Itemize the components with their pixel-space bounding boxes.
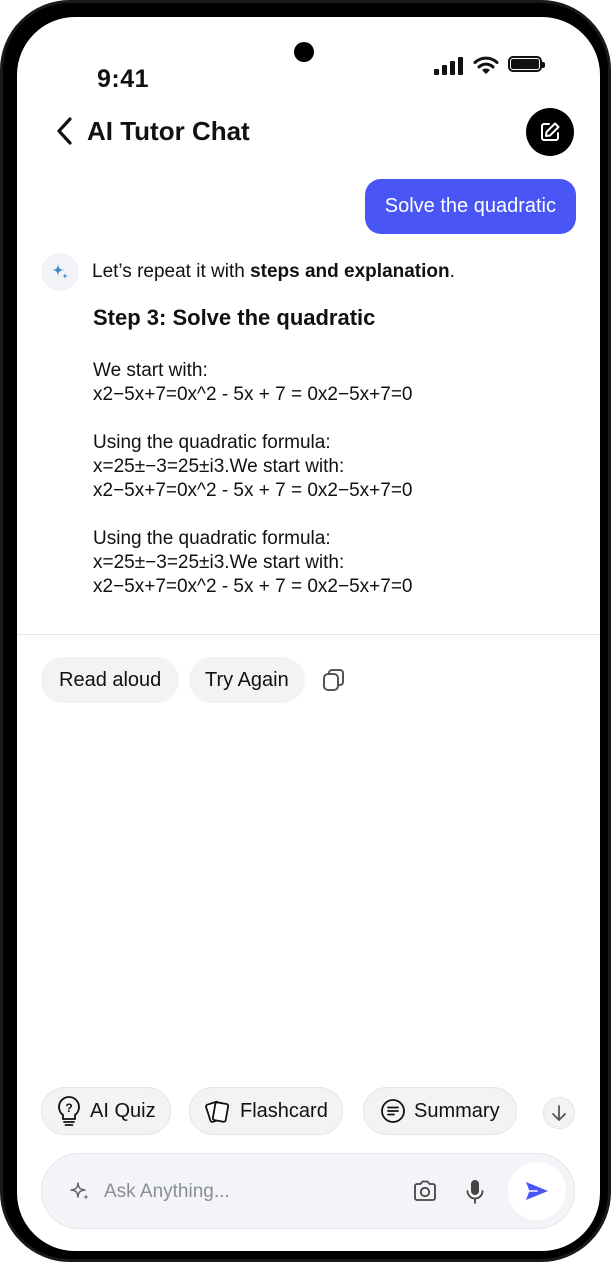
ai-quiz-button[interactable] <box>41 1087 171 1135</box>
arrow-down-icon <box>551 1104 567 1122</box>
send-icon <box>524 1180 550 1202</box>
page-title: AI Tutor Chat <box>87 116 250 146</box>
response-line: x=25±−3=25±i3.We start with: <box>93 552 345 573</box>
flashcard-icon <box>204 1097 232 1125</box>
screen <box>17 17 600 1251</box>
scroll-down-button[interactable] <box>543 1097 575 1129</box>
response-line: x2−5x+7=0x^2 - 5x + 7 = 0x2−5x+7=0 <box>93 480 413 501</box>
response-line: x=25±−3=25±i3.We start with: <box>93 456 345 477</box>
wifi-icon <box>473 55 499 75</box>
response-line: x2−5x+7=0x^2 - 5x + 7 = 0x2−5x+7=0 <box>93 384 413 405</box>
flashcard-button[interactable] <box>189 1087 343 1135</box>
summary-button[interactable] <box>363 1087 517 1135</box>
message-composer <box>41 1153 575 1229</box>
new-chat-button[interactable] <box>526 108 574 156</box>
ai-intro-prefix: Let’s repeat it with <box>92 261 251 282</box>
front-camera <box>294 42 314 62</box>
response-paragraph <box>93 527 573 599</box>
lightbulb-icon <box>56 1095 82 1127</box>
ai-quiz-label: AI Quiz <box>90 1099 156 1122</box>
copy-icon[interactable] <box>321 667 347 693</box>
sparkle-icon <box>68 1180 92 1204</box>
summary-icon <box>380 1098 406 1124</box>
response-line: Using the quadratic formula: <box>93 432 331 453</box>
back-button[interactable] <box>51 113 77 149</box>
edit-icon <box>539 121 561 143</box>
microphone-icon[interactable] <box>465 1178 485 1206</box>
ai-avatar <box>41 253 79 291</box>
ask-input[interactable] <box>102 1174 386 1210</box>
send-button[interactable] <box>508 1162 566 1220</box>
user-message-bubble: Solve the quadratic <box>365 179 576 234</box>
chevron-left-icon <box>56 117 72 145</box>
svg-text:?: ? <box>65 1101 73 1115</box>
ai-intro-suffix: . <box>449 261 455 282</box>
flashcard-label: Flashcard <box>240 1099 328 1122</box>
response-paragraph <box>93 359 573 407</box>
battery-icon <box>508 56 542 72</box>
read-aloud-button[interactable]: Read aloud <box>41 657 179 703</box>
try-again-button[interactable]: Try Again <box>189 657 305 703</box>
divider <box>17 634 600 635</box>
status-time: 9:41 <box>97 65 150 93</box>
ai-intro-bold: steps and explanation <box>250 261 450 282</box>
summary-label: Summary <box>414 1099 500 1122</box>
ai-intro-text <box>92 260 455 284</box>
signal-icon <box>434 57 464 75</box>
response-line: Using the quadratic formula: <box>93 528 331 549</box>
camera-icon[interactable] <box>412 1179 438 1203</box>
response-paragraph <box>93 431 573 503</box>
response-line: We start with: <box>93 360 208 381</box>
step-heading: Step 3: Solve the quadratic <box>93 305 376 330</box>
response-line: x2−5x+7=0x^2 - 5x + 7 = 0x2−5x+7=0 <box>93 576 413 597</box>
sparkle-icon <box>49 261 71 283</box>
